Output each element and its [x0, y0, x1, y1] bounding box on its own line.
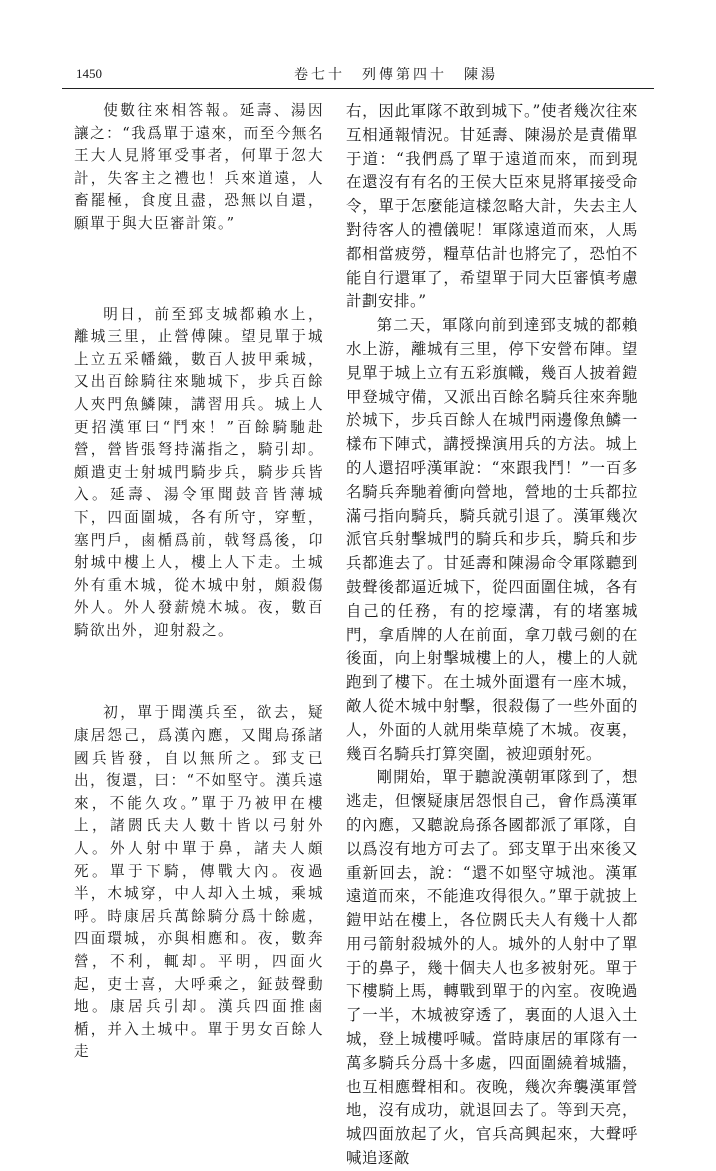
translation-paragraph-3: 剛開始，單于聽說漢朝軍隊到了，想逃走，但懷疑康居怨恨自己，會作爲漢軍的內應，又聽說烏孫各國都派了軍隊，自以爲沒有地方可去了。郅支單于出來後又重新回去，說：“還不如堅守城池。漢軍遠道而來，不能進攻得很久。”單于就披上鎧甲站在樓上，各位閼氏夫人有幾十人都用弓箭射殺城外的人。城外的人射中了單于的鼻子，幾十個夫人也多被射死。單于下樓騎上馬，轉戰到單于的內室。夜晚過了一半，木城被穿透了，裏面的人退入土城，登上城樓呼喊。當時康居的軍隊有一萬多騎兵分爲十多處，四面圍繞着城牆，也互相應聲相和。夜晚，幾次奔襲漢軍營地，沒有成功，就退回去了。等到天亮，城四面放起了火，官兵高興起來，大聲呼喊追逐敵 — [346, 768, 638, 1168]
page-header — [62, 64, 652, 86]
classical-paragraph-1: 使數往來相答報。延壽、湯因讓之：“我爲單于遠來，而至今無名王大人見將軍受事者，何單于忽大計，失客主之禮也！兵來道遠，人畜罷極，食度且盡，恐無以自還，願單于與大臣審計策。” — [74, 102, 324, 232]
paragraph-gap — [74, 236, 324, 304]
running-head: 卷七十 列傳第四十 陳湯 — [294, 67, 498, 83]
paragraph-gap — [74, 642, 324, 702]
translation-paragraph-2: 第二天，軍隊向前到達郅支城的都賴水上游，離城有三里，停下安營布陣。望見單于城上立有五彩旗幟，幾百人披着鎧甲登城守備，又派出百餘名騎兵往來奔馳於城下，步兵百餘人在城門兩邊像魚鱗一樣布下陣式，講授操演用兵的方法。城上的人還招呼漢軍說：“來跟我鬥！”一百多名騎兵奔馳着衝向營地，營地的士兵都拉滿弓指向騎兵，騎兵就引退了。漢軍幾次派官兵射擊城門的騎兵和步兵，騎兵和步兵都進去了。甘延壽和陳湯命令軍隊聽到鼓聲後都逼近城下，從四面圍住城，各有自己的任務，有的挖壕溝，有的堵塞城門，拿盾牌的人在前面，拿刀戟弓劍的在後面，向上射擊城樓上的人，樓上的人就跑到了樓下。在土城外面還有一座木城，敵人從木城中射擊，很殺傷了一些外面的人，外面的人就用柴草燒了木城。夜裏，幾百名騎兵打算突圍，被迎頭射死。 — [346, 316, 638, 763]
header-rule — [62, 88, 654, 89]
classical-paragraph-3: 初，單于聞漢兵至，欲去，疑康居怨己，爲漢內應，又聞烏孫諸國兵皆發，自以無所之。郅支已出，復還，曰：“不如堅守。漢兵遠來，不能久攻。”單于乃被甲在樓上，諸閼氏夫人數十皆以弓射外人。外人射中單于鼻，諸夫人頗死。單于下騎，傳戰大內。夜過半，木城穿，中人却入土城，乘城呼。時康居兵萬餘騎分爲十餘處，四面環城，亦與相應和。夜，數奔營，不利，輒却。平明，四面火起，吏士喜，大呼乘之，鉦鼓聲動地。康居兵引却。漢兵四面推鹵楯，并入土城中。單于男女百餘人走 — [74, 704, 324, 1061]
classical-text-column — [74, 100, 324, 1061]
translation-column — [346, 100, 638, 1168]
page-number: 1450 — [76, 66, 102, 81]
translation-paragraph-1: 右，因此軍隊不敢到城下。”使者幾次往來互相通報情況。甘延壽、陳湯於是責備單于道：“我們爲了單于遠道而來，而到現在還沒有有名的王侯大臣來見將軍接受命令，單于怎麼能這樣忽略大計，失去主人對待客人的禮儀呢！軍隊遠道而來，人馬都相當疲勞，糧草估計也將完了，恐怕不能自行還軍了，希望單于同大臣審慎考慮計劃安排。” — [346, 102, 638, 311]
classical-paragraph-2: 明日，前至郅支城都賴水上，離城三里，止營傅陳。望見單于城上立五采幡織，數百人披甲乘城，又出百餘騎往來馳城下，步兵百餘人夾門魚鱗陳，講習用兵。城上人更招漢軍曰“鬥來！”百餘騎馳赴營，營皆張弩持滿指之，騎引却。頗遣吏士射城門騎步兵，騎步兵皆入。延壽、湯令軍聞鼓音皆薄城下，四面圍城，各有所守，穿塹，塞門戶，鹵楯爲前，戟弩爲後，卬射城中樓上人，樓上人下走。土城外有重木城，從木城中射，頗殺傷外人。外人發薪燒木城。夜，數百騎欲出外，迎射殺之。 — [74, 305, 324, 639]
